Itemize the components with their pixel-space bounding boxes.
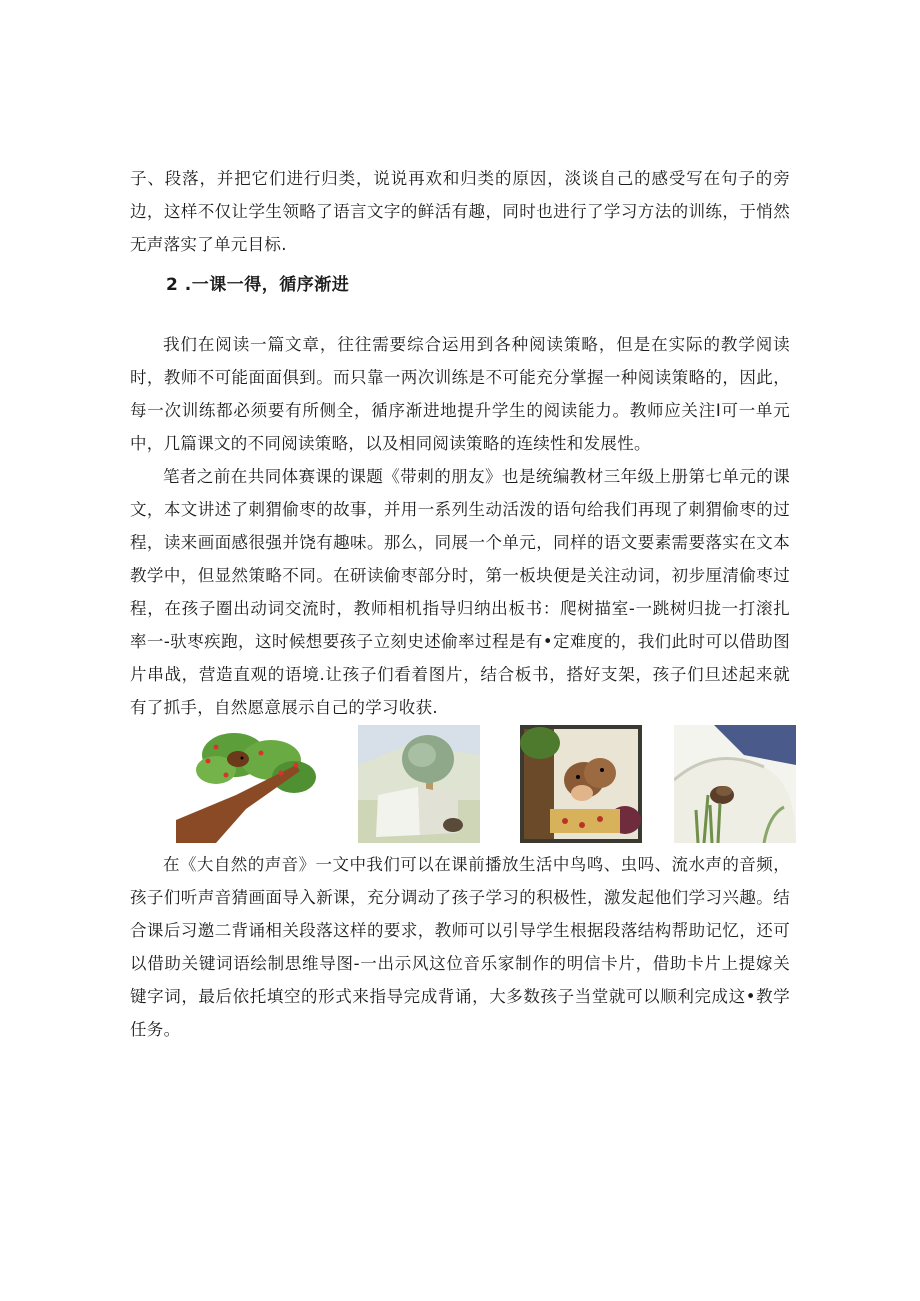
- courtyard-tree-image: [358, 725, 480, 843]
- hedgehog-grass-image: [674, 725, 796, 843]
- hedgehog-family-image: [520, 725, 642, 843]
- paragraph-nature-sounds: 在《大自然的声音》一文中我们可以在课前播放生活中鸟鸣、虫吗、流水声的音频，孩子们听声音猜画面导入新课，充分调动了孩子学习的积极性，激发起他们学习兴趣。结合课后习邀二背诵相关段落这样的要求，教师可以引导学生根据段落结构帮助记忆，还可以借助关键词语绘制思维导图-一出示风这位音乐家制作的明信卡片，借助卡片上提嫁关键字词，最后依托填空的形式来指导完成背诵，大多数孩子当堂就可以顺利完成这•教学任务。: [130, 855, 790, 1039]
- paragraph-hedgehog-lesson: 笔者之前在共同体赛课的课题《带刺的朋友》也是统编教材三年级上册第七单元的课文，本文讲述了刺猬偷枣的故事，并用一系列生动活泼的语句给我们再现了刺猬偷枣的过程，读来画面感很强并饶有趣味。那么，同展一个单元，同样的语文要素需要落实在文本教学中，但显然策略不同。在研读偷枣部分时，第一板块便是关注动词，初步厘清偷枣过程，在孩子圈出动词交流时，教师相机指导归纳出板书：爬树描室-一跳树归拢一打滚扎率一-驮枣疾跑，这时候想要孩子立刻史述偷率过程是有•定难度的，我们此时可以借助图片串战，营造直观的语境.让孩子们看着图片，结合板书，搭好支架，孩子们旦述起来就有了抓手，自然愿意展示自己的学习收获.: [130, 467, 790, 717]
- paragraph-reading-strategy: 我们在阅读一篇文章，往往需要综合运用到各种阅读策略，但是在实际的教学阅读时，教师不可能面面俱到。而只靠一两次训练是不可能充分掌握一种阅读策略的，因此，每一次训练都必须要有所侧全，循序渐进地提升学生的阅读能力。教师应关注I可一单元中，几篇课文的不同阅读策略，以及相同阅读策略的连续性和发展性。: [130, 335, 790, 453]
- hedgehog-in-tree-image: [176, 725, 326, 843]
- paragraph-continued: 子、段落，并把它们进行归类，说说再欢和归类的原因，淡谈自己的感受写在句子的旁边，这样不仅让学生领略了语言文字的鲜活有趣，同时也进行了学习方法的训练，于悄然无声落实了单元目标.: [130, 169, 790, 254]
- section-heading: 2 .一课一得，循序渐进: [166, 275, 350, 295]
- illustration-strip: [176, 725, 796, 843]
